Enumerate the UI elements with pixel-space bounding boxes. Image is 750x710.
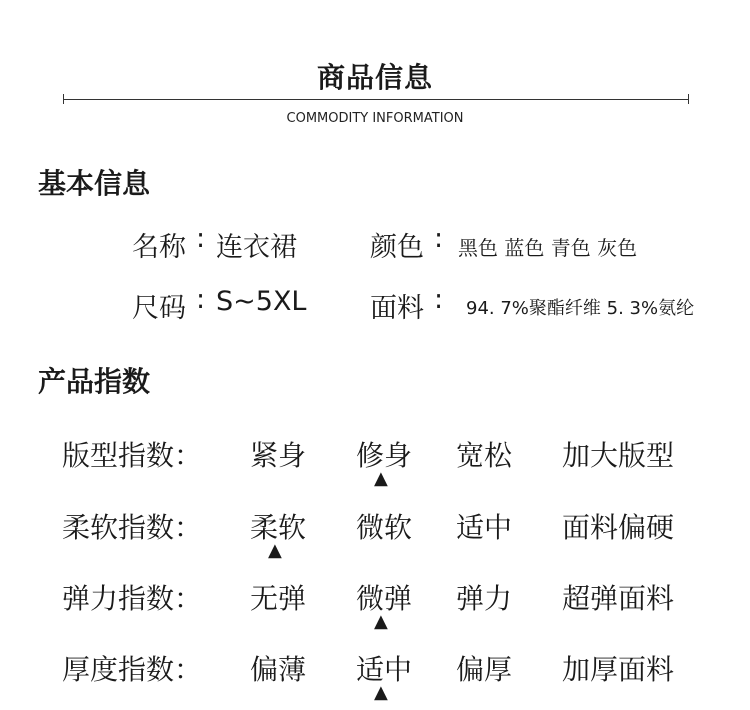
index-option: 适中: [356, 653, 413, 686]
divider-tick-right: [688, 94, 689, 104]
name-value: 连衣裙: [216, 232, 297, 263]
title-divider: [64, 99, 688, 100]
index-row-label: 版型指数：: [62, 439, 203, 472]
index-option: 紧身: [250, 439, 307, 472]
selected-marker-icon: ▲: [374, 468, 388, 489]
index-option: 柔软: [250, 511, 307, 544]
divider-tick-left: [63, 94, 64, 104]
name-separator: :: [196, 223, 206, 254]
index-option: 弹力: [456, 582, 513, 615]
index-option: 无弹: [250, 582, 307, 615]
index-option: 加厚面料: [562, 653, 675, 686]
fabric-label: 面料: [370, 293, 424, 324]
color-value: 黑色 蓝色 青色 灰色: [458, 236, 638, 260]
fabric-separator: :: [434, 284, 444, 315]
color-label: 颜色: [370, 232, 424, 263]
basic-info-heading: 基本信息: [38, 167, 151, 200]
fabric-value: 94. 7%聚酯纤维 5. 3%氨纶: [466, 298, 695, 319]
selected-marker-icon: ▲: [268, 540, 282, 561]
index-option: 修身: [356, 439, 413, 472]
index-row-label: 弹力指数：: [62, 582, 203, 615]
index-row-label: 厚度指数：: [62, 653, 203, 686]
page-title: 商品信息: [316, 61, 433, 94]
index-option: 超弹面料: [562, 582, 675, 615]
color-separator: :: [434, 223, 444, 254]
selected-marker-icon: ▲: [374, 611, 388, 632]
size-separator: :: [196, 284, 206, 315]
index-option: 偏薄: [250, 653, 307, 686]
index-option: 偏厚: [456, 653, 513, 686]
index-option: 微软: [356, 511, 413, 544]
selected-marker-icon: ▲: [374, 682, 388, 703]
index-row-label: 柔软指数：: [62, 511, 203, 544]
name-label: 名称: [132, 232, 186, 263]
index-option: 面料偏硬: [562, 511, 675, 544]
index-option: 微弹: [356, 582, 413, 615]
page-subtitle: COMMODITY INFORMATION: [286, 111, 464, 126]
size-label: 尺码: [132, 293, 186, 324]
index-option: 加大版型: [562, 439, 675, 472]
index-option: 适中: [456, 511, 513, 544]
index-option: 宽松: [456, 439, 513, 472]
size-value: S~5XL: [216, 286, 307, 317]
product-index-heading: 产品指数: [38, 365, 151, 398]
